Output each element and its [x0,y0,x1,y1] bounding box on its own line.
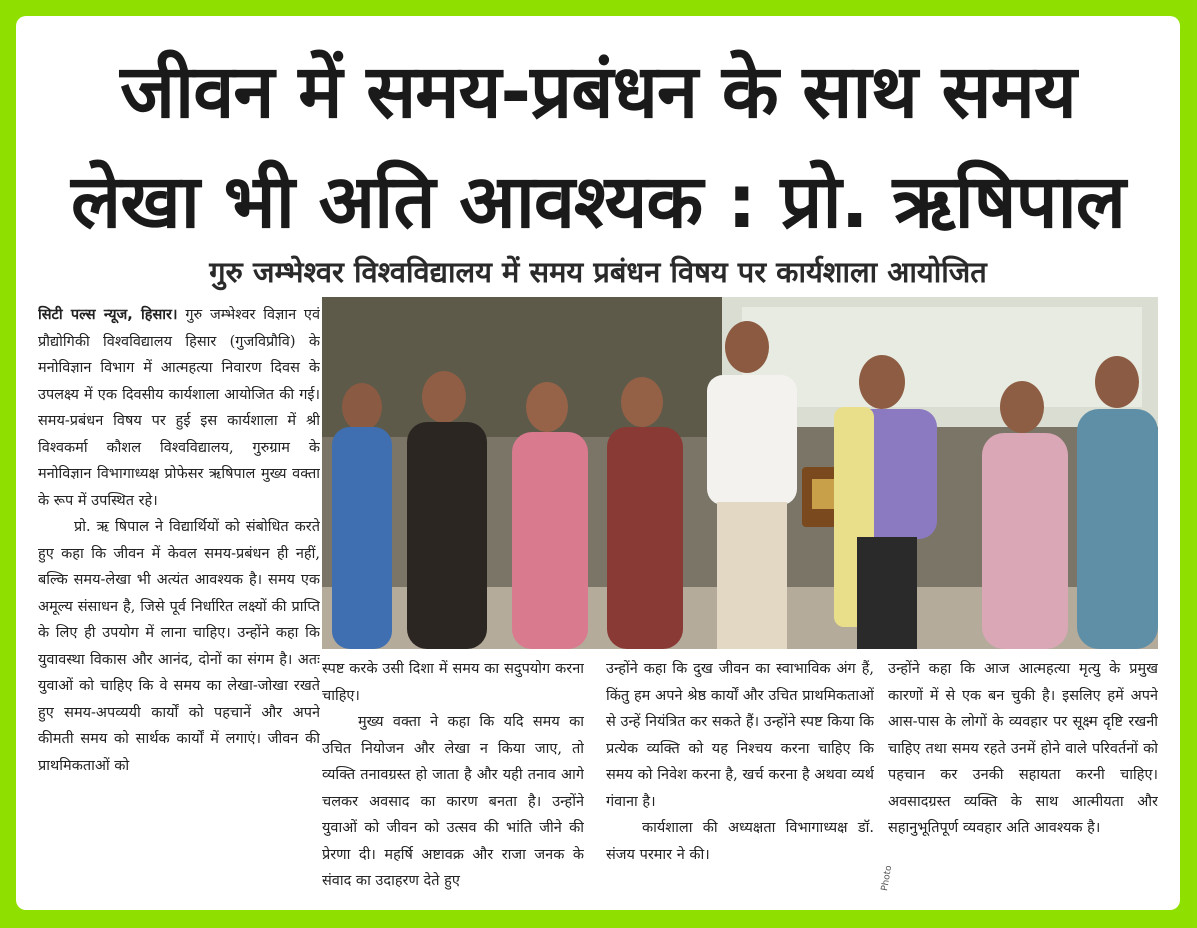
column-3-paragraph-1: उन्होंने कहा कि दुख जीवन का स्वाभाविक अंग हैं, किंतु हम अपने श्रेष्ठ कार्यों और उचित प्राथमिकताओं से उन्हें नियंत्रित कर सकते हैं। उन्होंने स्पष्ट किया कि प्रत्येक व्यक्ति को यह निश्चय करना चाहिए कि समय को निवेश करना है, खर्च करना है अथवा व्यर्थ गंवाना है। [606,661,874,810]
article-column-3 [606,656,874,908]
newspaper-clipping [16,16,1180,910]
column-1-paragraph-2: प्रो. ऋ षिपाल ने विद्यार्थियों को संबोधित करते हुए कहा कि जीवन में केवल समय-प्रबंधन ही नहीं, बल्कि समय-लेखा भी अत्यंत आवश्यक है। समय एक अमूल्य संसाधन है, जिसे पूर्व निर्धारित लक्ष्यों की प्राप्ति के लिए ही उपयोग में लाना चाहिए। उन्होंने कहा कि युवावस्था विकास और आनंद, दोनों का संगम है। अतः युवाओं को चाहिए कि वे समय का लेखा-जोखा रखते हुए समय-अपव्ययी कार्यों को पहचानें और अपने कीमती समय को सार्थक कार्यों में लगाएं। जीवन की प्राथमिकताओं को [38,519,320,774]
column-4-paragraph-1: उन्होंने कहा कि आज आत्महत्या मृत्यु के प्रमुख कारणों में से एक बन चुकी है। इसलिए हमें अपने आस-पास के लोगों के व्यवहार पर सूक्ष्म दृष्टि रखनी चाहिए तथा समय रहते उनमें होने वाले परिवर्तनों को पहचान कर उनकी सहायता करनी चाहिए। अवसादग्रस्त व्यक्ति के साथ आत्मीयता और सहानुभूतिपूर्ण व्यवहार अति आवश्यक है। [888,661,1158,836]
photo-credit: Photo [880,864,895,892]
column-1-paragraph-1: गुरु जम्भेश्वर विज्ञान एवं प्रौद्योगिकी विश्वविद्यालय हिसार (गुजविप्रौवि) के मनोविज्ञान विभाग में आत्महत्या निवारण दिवस के उपलक्ष्य में एक दिवसीय कार्यशाला आयोजित की गई। समय-प्रबंधन विषय पर हुई इस कार्यशाला में श्री विश्वकर्मा कौशल विश्वविद्यालय, गुरुग्राम के मनोविज्ञान विभागाध्यक्ष प्रोफेसर ऋषिपाल मुख्य वक्ता के रूप में उपस्थित रहे। [38,307,320,509]
article-column-1 [38,302,320,908]
event-photo [322,297,1158,649]
article-column-4 [888,656,1158,908]
dateline: सिटी पल्स न्यूज, हिसार। [38,307,178,323]
article-column-2 [322,656,584,908]
headline-line-1: जीवन में समय-प्रबंधन के साथ समय [120,49,1076,135]
column-3-paragraph-2: कार्यशाला की अध्यक्षता विभागाध्यक्ष डॉ. संजय परमार ने की। [606,820,874,863]
event-photo-illustration [322,297,1158,649]
headline-line-2: लेखा भी अति आवश्यक : प्रो. ऋषिपाल [71,159,1125,245]
subheadline: गुरु जम्भेश्वर विश्वविद्यालय में समय प्रबंधन विषय पर कार्यशाला आयोजित [209,255,987,289]
column-2-paragraph-2: मुख्य वक्ता ने कहा कि यदि समय का उचित नियोजन और लेखा न किया जाए, तो व्यक्ति तनावग्रस्त हो जाता है और यही तनाव आगे चलकर अवसाद का कारण बनता है। उन्होंने युवाओं को जीवन को उत्सव की भांति जीने की प्रेरणा दी। महर्षि अष्टावक्र और राजा जनक के संवाद का उदाहरण देते हुए [322,714,584,889]
column-2-paragraph-1: स्पष्ट करके उसी दिशा में समय का सदुपयोग करना चाहिए। [322,661,584,704]
